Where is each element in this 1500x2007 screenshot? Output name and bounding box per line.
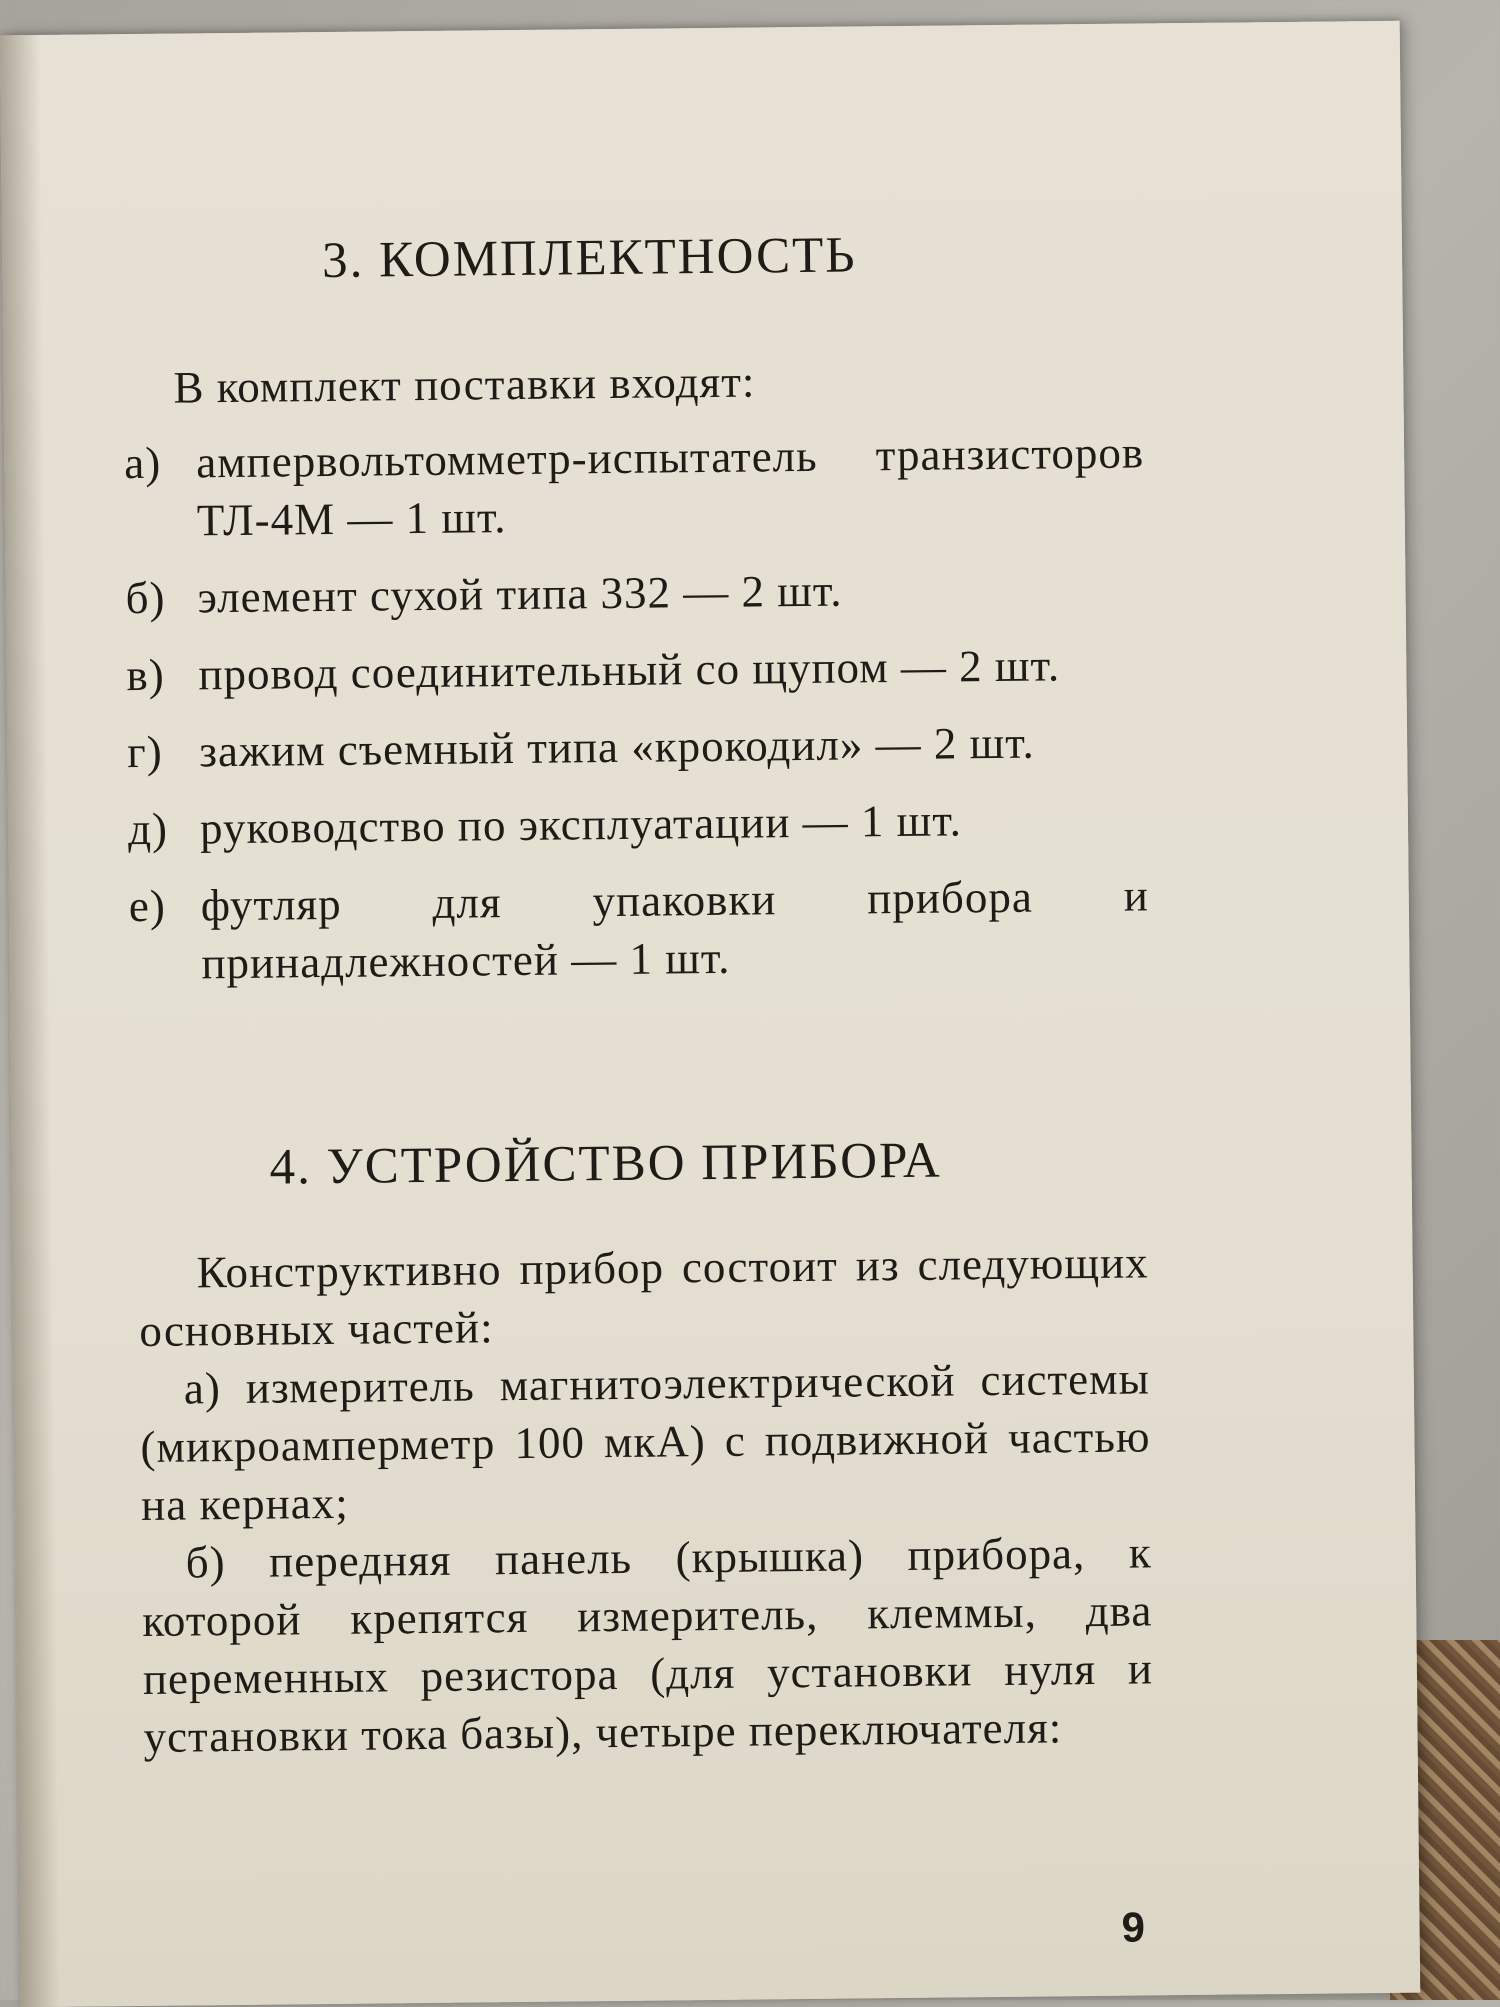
list-item	[129, 866, 1150, 993]
list-item-letter: в)	[126, 649, 165, 701]
device-intro: Конструктивно прибор состоит из следующих основных частей:	[139, 1237, 1149, 1356]
list-item-text: провод соединительный со щупом — 2 шт.	[198, 640, 1061, 700]
list-item	[128, 789, 1149, 858]
device-part: а) измеритель магнитоэлектрической системы (микроамперметр 100 мкА) с подвижной частью на кернах;	[140, 1353, 1151, 1530]
list-item-letter: д)	[127, 803, 169, 855]
list-item	[126, 635, 1147, 704]
list-item	[127, 712, 1148, 781]
list-item-text: руководство по эксплуатации — 1 шт.	[199, 795, 963, 854]
device-description	[138, 1233, 1153, 1766]
list-item	[125, 558, 1146, 627]
list-item-letter: б)	[125, 572, 166, 624]
list-item-letter: г)	[126, 726, 163, 778]
device-part: б) передняя панель (крышка) прибора, к которой крепятся измеритель, клеммы, два переменных резистора (для установки нуля и установки тока базы), четыре переключателя:	[142, 1527, 1154, 1762]
list-item-text: элемент сухой типа 332 — 2 шт.	[197, 565, 843, 623]
page-number: 9	[1121, 1903, 1146, 1951]
section-title-completeness: 3. КОМПЛЕКТНОСТЬ	[321, 227, 857, 290]
booklet-page	[0, 21, 1420, 2007]
list-item-letter: е)	[128, 880, 167, 932]
section-title-device: 4. УСТРОЙСТВО ПРИБОРА	[269, 1132, 942, 1196]
kit-list	[124, 423, 1150, 1012]
list-item-text: ампервольтомметр-испытатель транзисторов ТЛ-4М — 1 шт.	[195, 427, 1145, 546]
list-item-text: зажим съемный типа «крокодил» — 2 шт.	[198, 717, 1035, 777]
list-item	[124, 423, 1145, 550]
list-item-text: футляр для упаковки прибора и принадлежностей — 1 шт.	[200, 870, 1150, 989]
list-item-letter: а)	[123, 437, 162, 489]
kit-intro: В комплект поставки входят:	[173, 356, 756, 413]
page-spine-shadow	[0, 35, 60, 2007]
